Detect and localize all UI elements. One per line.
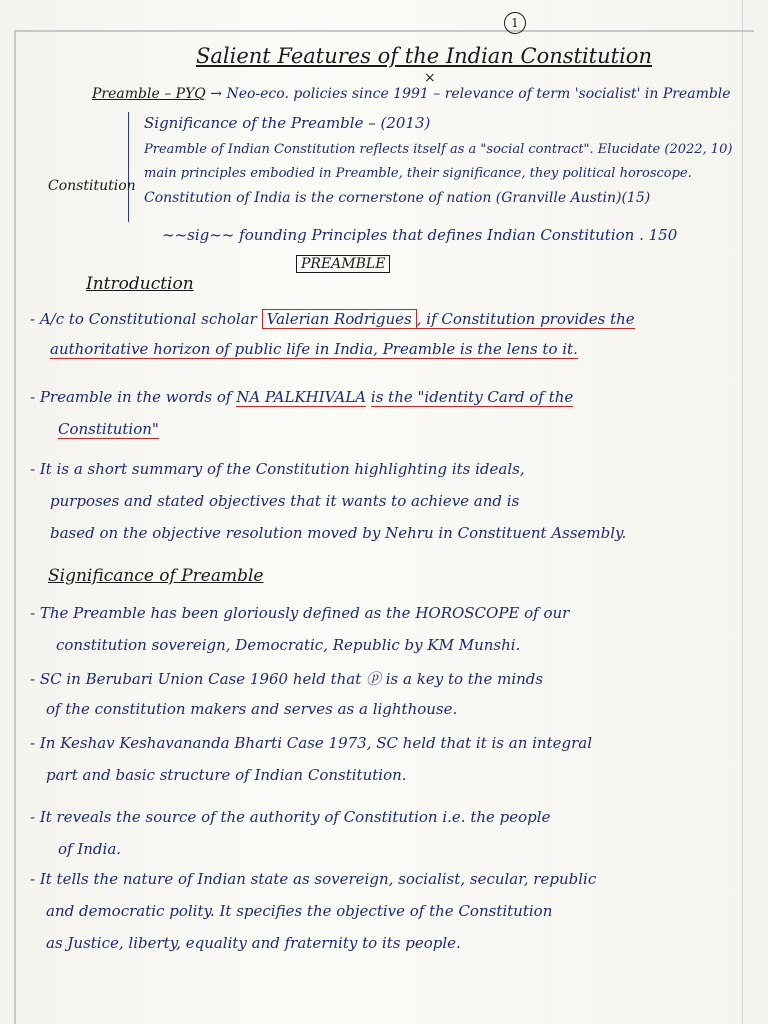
- sig-point-5-line-1: - It tells the nature of Indian state as sovereign, socialist, secular, republic: [30, 870, 597, 888]
- preamble-box-label: PREAMBLE: [296, 255, 390, 273]
- intro-2-l2: Constitution": [58, 420, 159, 438]
- sig-point-2-line-2: of the constitution makers and serves as a lighthouse.: [46, 700, 458, 718]
- page-title: Salient Features of the Indian Constitution: [196, 44, 652, 68]
- intro-point-3-line-1: - It is a short summary of the Constitution highlighting its ideals,: [30, 460, 525, 478]
- sig-point-5-line-2: and democratic polity. It specifies the objective of the Constitution: [46, 902, 553, 920]
- margin-line: [14, 30, 16, 1024]
- palkhivala-name: NA PALKHIVALA: [236, 388, 367, 406]
- sig-point-5-line-3: as Justice, liberty, equality and fraternity to its people.: [46, 934, 461, 952]
- top-rule: [14, 30, 754, 32]
- page-edge: [742, 0, 743, 1024]
- sig-point-3-line-2: part and basic structure of Indian Constitution.: [46, 766, 407, 784]
- intro-1-l2: authoritative horizon of public life in India, Preamble is the lens to it.: [50, 340, 578, 358]
- intro-1a: - A/c to Constitutional scholar: [30, 310, 257, 328]
- sig-point-2-line-1: - SC in Berubari Union Case 1960 held that ⓟ is a key to the minds: [30, 670, 544, 688]
- pyq-line-1: [92, 86, 731, 102]
- sig-point-3-line-1: - In Keshav Keshavananda Bharti Case 1973, SC held that it is an integral: [30, 734, 593, 752]
- intro-point-2-line-2: [58, 420, 159, 438]
- introduction-heading: Introduction: [86, 274, 194, 294]
- pyq-text-1: Neo-eco. policies since 1991 – relevance of term 'socialist' in Preamble: [226, 86, 731, 102]
- intro-point-2-line-1: [30, 388, 573, 406]
- x-mark: ×: [424, 70, 436, 86]
- pyq-brace: [128, 112, 129, 222]
- intro-2c: is the "identity Card of the: [370, 388, 574, 406]
- pyq-line-3: Preamble of Indian Constitution reflects itself as a "social contract". Elucidate (2022, 10): [144, 142, 733, 157]
- sig-point-4-line-1: - It reveals the source of the authority of Constitution i.e. the people: [30, 808, 551, 826]
- intro-2a: - Preamble in the words of: [30, 388, 232, 406]
- intro-1c: , if Constitution provides the: [416, 310, 635, 328]
- scholar-name: Valerian Rodrigues: [262, 309, 417, 329]
- pyq-label: Preamble – PYQ: [92, 86, 206, 102]
- significance-heading: Significance of Preamble: [48, 566, 264, 586]
- pyq-line-6: ~~sig~~ founding Principles that defines Indian Constitution . 150: [162, 226, 678, 244]
- sig-point-4-line-2: of India.: [58, 840, 122, 858]
- intro-point-3-line-3: based on the objective resolution moved by Nehru in Constituent Assembly.: [50, 524, 627, 542]
- intro-point-3-line-2: purposes and stated objectives that it wants to achieve and is: [50, 492, 520, 510]
- page-number: 1: [504, 12, 526, 34]
- sig-point-1-line-1: - The Preamble has been gloriously defined as the HOROSCOPE of our: [30, 604, 570, 622]
- sig-point-1-line-2: constitution sovereign, Democratic, Republic by KM Munshi.: [56, 636, 521, 654]
- intro-point-1-line-2: [50, 340, 578, 358]
- pyq-line-5: Constitution of India is the cornerstone of nation (Granville Austin)(15): [144, 190, 651, 206]
- intro-point-1-line-1: [30, 310, 635, 328]
- pyq-line-2: Significance of the Preamble – (2013): [144, 114, 431, 132]
- pyq-line-4: main principles embodied in Preamble, their significance, they political horoscope.: [144, 166, 692, 181]
- arrow-icon: →: [210, 86, 222, 102]
- pyq-side-label: Constitution: [48, 178, 136, 194]
- preamble-box: [296, 256, 390, 272]
